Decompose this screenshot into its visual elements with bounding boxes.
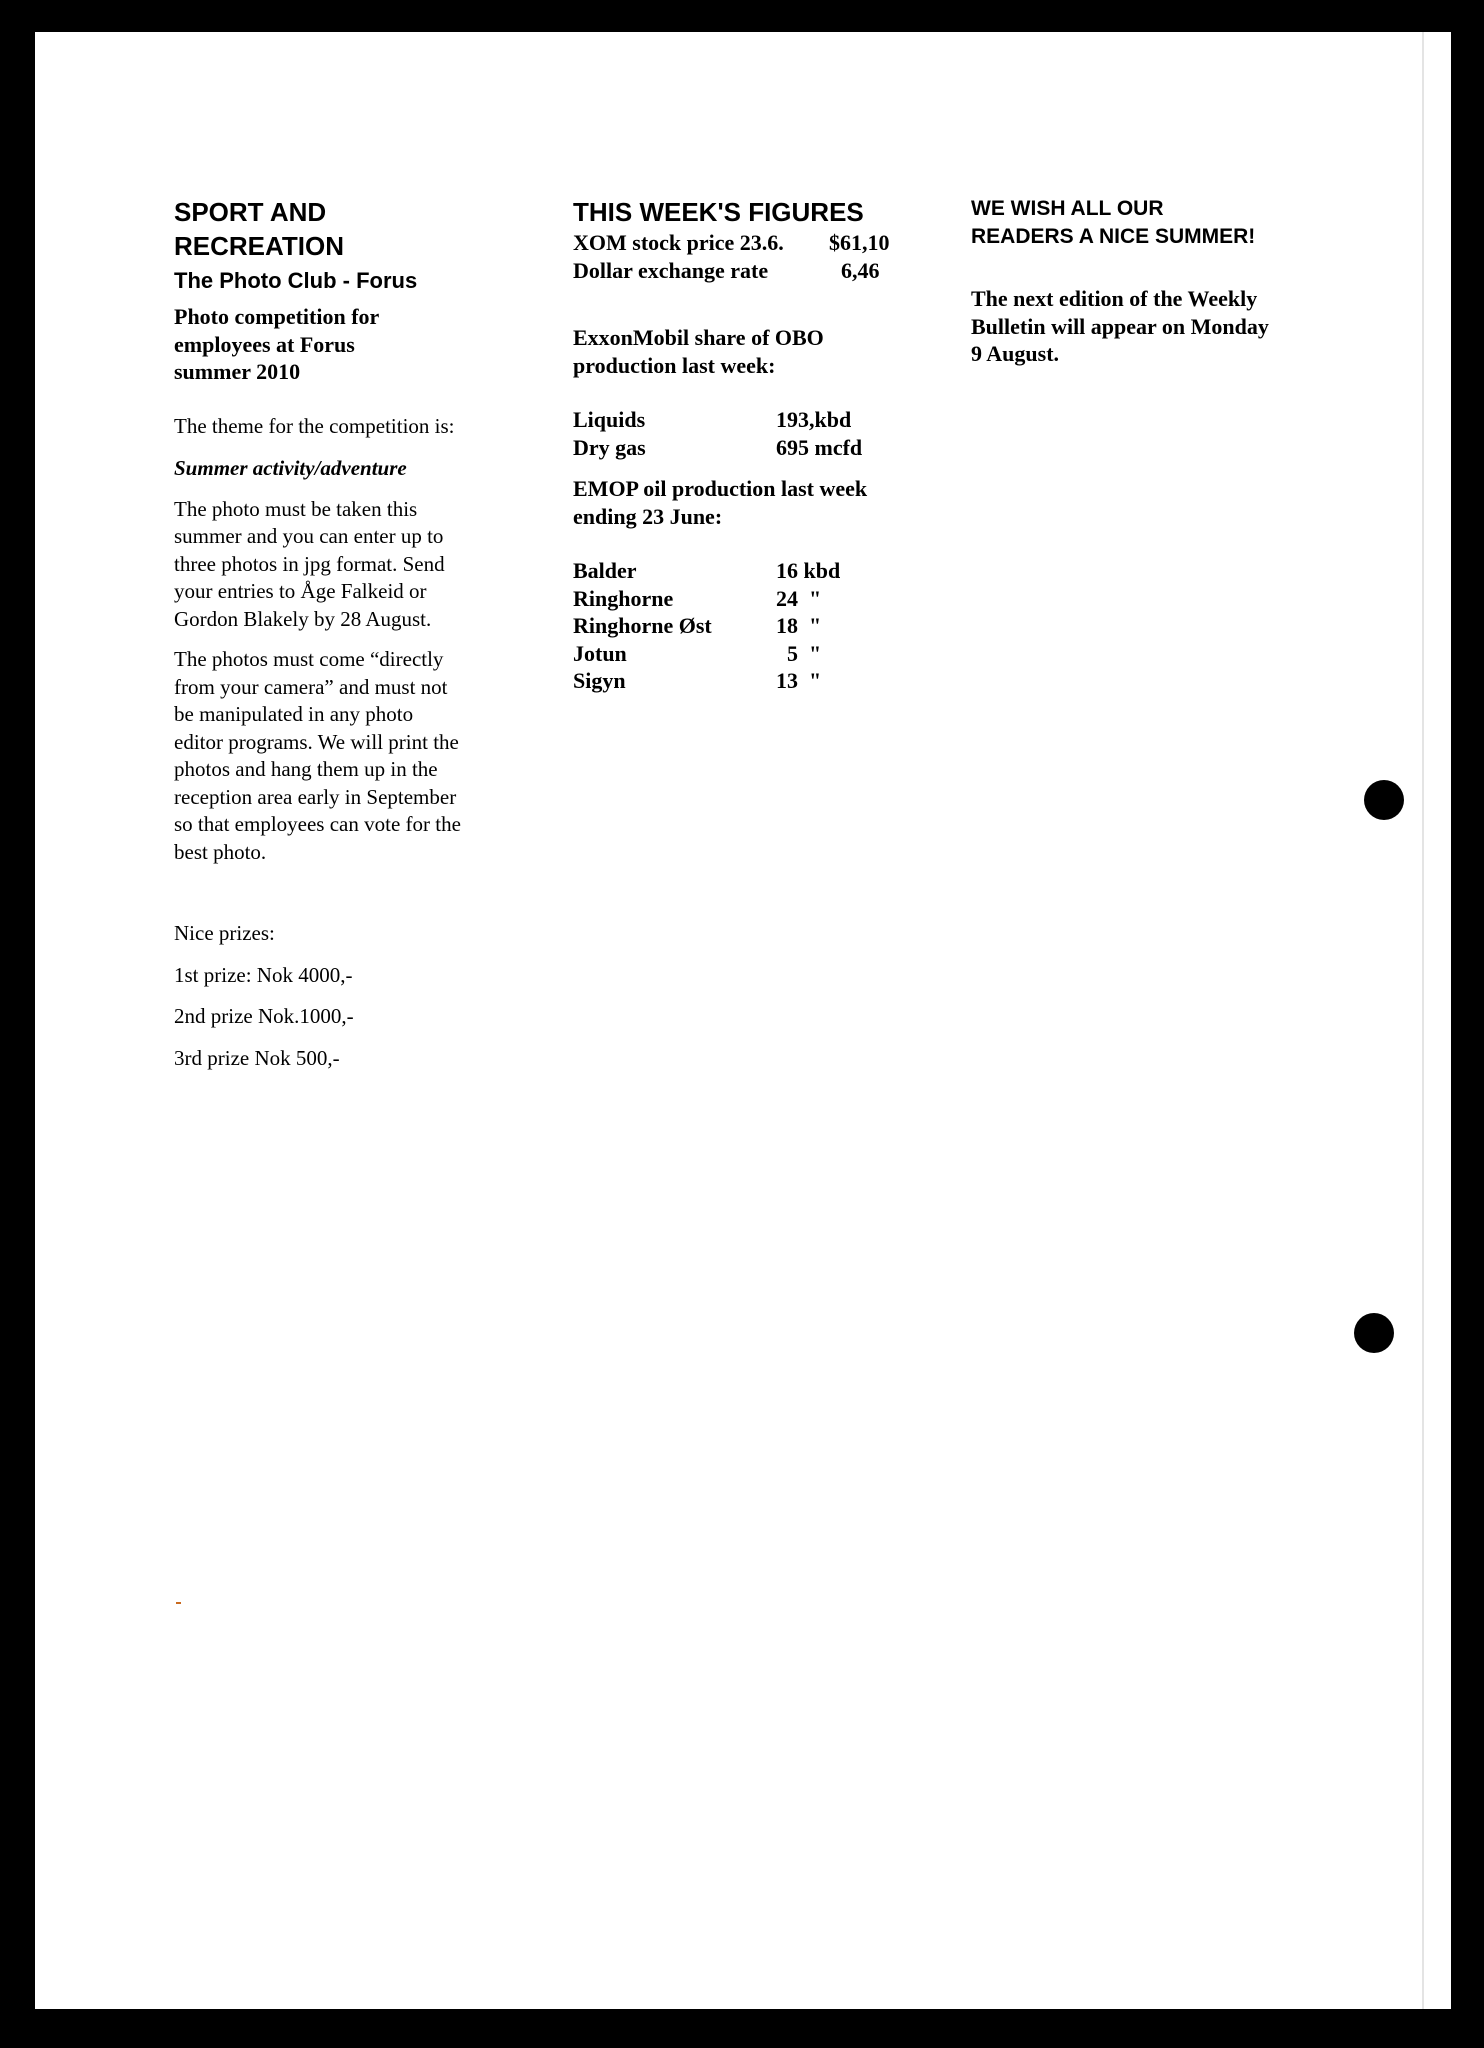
photo-club-subheading: The Photo Club - Forus (174, 268, 418, 293)
field-value: 5 " (776, 640, 822, 666)
photo-rules-paragraph: The photos must come “directly from your camera” and must not be manipulated in any photo editor programs. We will print the photos and hang them up in the reception area early in September so that employees can vote for the best photo. (174, 647, 461, 864)
table-row (573, 667, 933, 695)
middle-column (573, 195, 933, 695)
stock-value: $61,10 (829, 230, 890, 255)
field-value: 16 kbd (776, 558, 841, 583)
fx-label: Dollar exchange rate (573, 257, 769, 283)
punch-hole-top (1364, 780, 1404, 820)
sport-heading: SPORT AND RECREATION (174, 197, 344, 261)
entry-rules-paragraph: The photo must be taken this summer and you can enter up to three photos in jpg format. Send your entries to Åge Falkeid or Gordon Blakely by 28 August. (174, 496, 445, 631)
field-label: Sigyn (573, 668, 626, 693)
document-page (35, 32, 1451, 2009)
obo-value: 193,kbd (776, 407, 852, 432)
table-row (573, 612, 933, 640)
field-value: 18 " (776, 613, 822, 638)
fx-value: 6,46 (841, 257, 880, 283)
obo-value: 695 mcfd (776, 434, 863, 460)
obo-label: Liquids (573, 407, 646, 432)
stock-price-row (573, 229, 933, 284)
prize-first: 1st prize: Nok 4000,- (174, 962, 353, 987)
figures-heading: THIS WEEK'S FIGURES (573, 197, 864, 227)
scan-speck (176, 1602, 181, 1604)
table-row (573, 585, 933, 613)
field-label: Ringhorne Øst (573, 613, 712, 638)
table-row (573, 557, 933, 585)
next-edition-note: The next edition of the Weekly Bulletin will appear on Monday 9 August. (971, 286, 1269, 366)
obo-table (573, 406, 933, 461)
emop-table (573, 557, 933, 695)
prizes-intro: Nice prizes: (174, 921, 275, 945)
prize-third: 3rd prize Nok 500,- (174, 1045, 340, 1070)
page-edge-line (1422, 32, 1424, 2009)
table-row (573, 640, 933, 668)
theme-intro: The theme for the competition is: (174, 413, 455, 438)
summer-greeting-heading: WE WISH ALL OUR READERS A NICE SUMMER! (971, 197, 1256, 248)
field-value: 13 " (776, 668, 822, 693)
table-row (573, 434, 933, 462)
competition-title: Photo competition for employees at Forus summer 2010 (174, 304, 380, 384)
field-label: Balder (573, 558, 637, 583)
emop-title: EMOP oil production last week ending 23 June: (573, 476, 868, 529)
obo-label: Dry gas (573, 434, 646, 460)
left-column (174, 195, 504, 1072)
field-label: Ringhorne (573, 585, 674, 611)
field-label: Jotun (573, 640, 627, 666)
right-column (971, 195, 1351, 368)
obo-title: ExxonMobil share of OBO production last week: (573, 325, 824, 378)
field-value: 24 " (776, 585, 822, 611)
punch-hole-bottom (1354, 1313, 1394, 1353)
prize-second: 2nd prize Nok.1000,- (174, 1004, 354, 1028)
table-row (573, 406, 933, 434)
theme-text: Summer activity/adventure (174, 456, 407, 480)
stock-label: XOM stock price 23.6. (573, 230, 784, 255)
